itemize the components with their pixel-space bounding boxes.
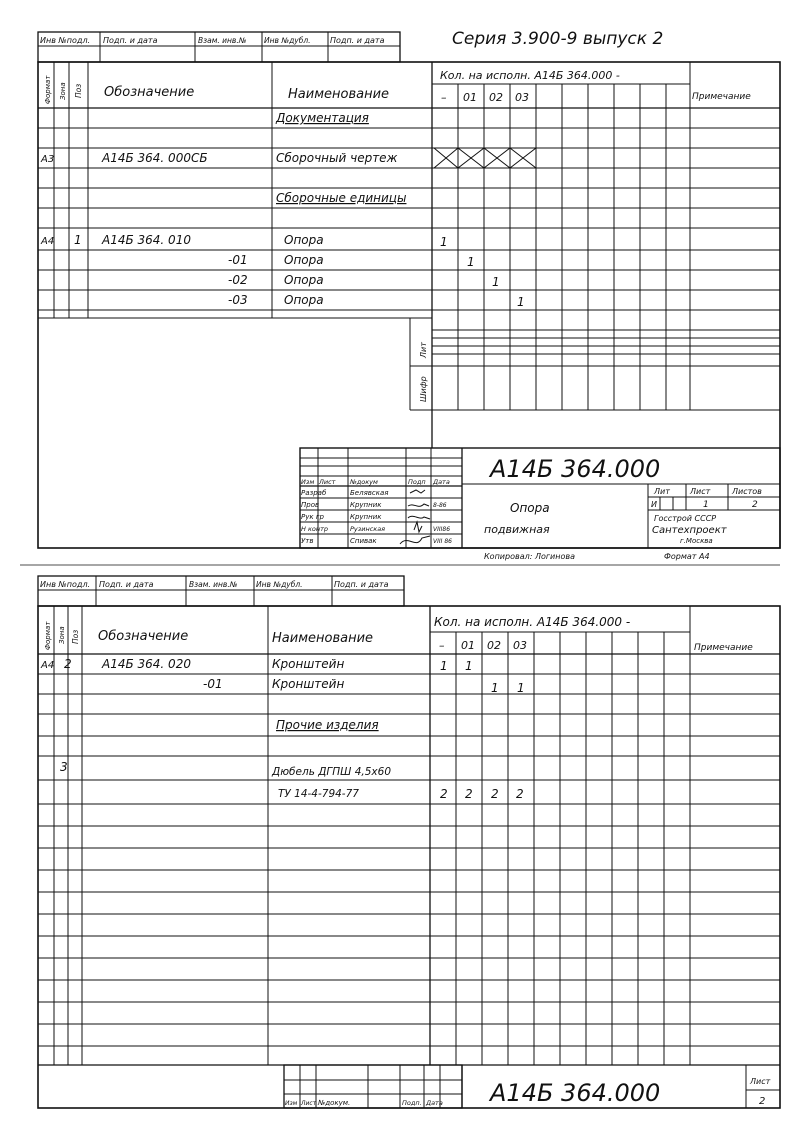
sheet-1	[38, 29, 780, 561]
hdr-col-02-2: 02	[487, 639, 501, 652]
role-utv: Утв	[301, 537, 314, 545]
hdr-kol-1: Кол. на исполн. А14Б 364.000 -	[440, 69, 620, 82]
stamp-vzam-inv: Взам. инв.№	[198, 36, 247, 45]
ndokum-hdr: №докум	[350, 478, 378, 486]
date-nkontr: VIII86	[433, 526, 451, 533]
hdr-col-dash-1: –	[441, 91, 447, 104]
row-naim: Опора	[284, 273, 324, 287]
hdr-oboznachenie-2: Обозначение	[98, 629, 189, 644]
hdr-poz-1: Поз	[74, 83, 83, 98]
stamp-podp-data: Подп. и дата	[99, 580, 154, 589]
role-nkontr: Н контр	[301, 525, 329, 533]
hdr-col-dash-2: –	[439, 639, 445, 652]
title-line2: подвижная	[484, 523, 550, 536]
hdr-naimenovanie-2: Наименование	[272, 631, 374, 646]
series-label: Серия 3.900-9 выпуск 2	[452, 29, 664, 49]
doc-number-2: А14Б 364.000	[490, 1079, 661, 1107]
name-nkontr: Рузинская	[350, 525, 386, 533]
row-qty: 2	[491, 787, 499, 801]
row-qty: 2	[440, 787, 448, 801]
stamp-vzam-inv: Взам. инв.№	[189, 580, 238, 589]
row-qty: 1	[440, 235, 448, 249]
name-utv: Спивак	[350, 537, 377, 545]
row-format: А3	[41, 154, 55, 165]
row-naim: Опора	[284, 293, 324, 307]
list-label-2: Лист	[750, 1077, 771, 1086]
stamp-inv-podl: Инв №подл.	[40, 36, 91, 45]
stamp-podp-data: Подп. и дата	[103, 36, 158, 45]
listov-value: 2	[752, 500, 758, 510]
row-qty: 1	[465, 659, 473, 673]
title-line1: Опора	[510, 501, 550, 515]
row-naim: Опора	[284, 253, 324, 267]
hdr-kol-2: Кол. на исполн. А14Б 364.000 -	[434, 615, 631, 629]
footer-stamp	[284, 1065, 780, 1108]
hdr-zone-2: Зона	[58, 626, 66, 644]
row-qty: 2	[516, 787, 524, 801]
row-qty: 2	[465, 787, 473, 801]
lit-label: Лит	[654, 487, 670, 496]
row-qty: 1	[491, 681, 499, 695]
sheet-2	[38, 576, 780, 1108]
cross-marks	[434, 148, 536, 168]
role-prov: Пров	[301, 501, 320, 509]
row-obozn: -03	[228, 293, 248, 307]
hdr-prim-2: Примечание	[694, 643, 753, 653]
name-prov: Крупник	[350, 501, 382, 509]
hdr-col-03-2: 03	[513, 639, 527, 652]
listov-label: Листов	[732, 487, 762, 496]
role-razrab: Разраб	[301, 489, 327, 497]
lit-value: И	[651, 500, 657, 509]
row-naim: Прочие изделия	[276, 718, 379, 732]
izm-hdr: Изм	[301, 478, 315, 486]
stamp-strip-1	[38, 32, 400, 62]
stamp-inv-dubl: Инв №дубл.	[264, 36, 311, 45]
row-format: А4	[41, 660, 55, 671]
list-value-2: 2	[759, 1096, 766, 1107]
hdr-format-2: Формат	[44, 621, 52, 650]
date-utv: VIII 86	[433, 538, 452, 545]
row-naim: Документация	[276, 111, 369, 125]
name-ruk: Крупник	[350, 513, 382, 521]
ndokum-hdr-2: №докум.	[318, 1099, 351, 1107]
row-qty: 1	[492, 275, 500, 289]
hdr-format-1: Формат	[44, 75, 52, 104]
data-hdr: Дата	[433, 478, 450, 486]
stamp-strip-2	[38, 576, 404, 606]
org-city: г.Москва	[680, 537, 713, 545]
sheet-2-rows	[40, 657, 525, 801]
title-block	[300, 448, 780, 548]
row-poz: 1	[74, 233, 82, 247]
hdr-naimenovanie-1: Наименование	[288, 87, 390, 102]
hdr-poz-2: Поз	[71, 629, 80, 644]
sheet-1-rows	[40, 111, 536, 309]
date-prov: 8-86	[433, 502, 447, 509]
list-value: 1	[703, 500, 709, 510]
row-format: А4	[41, 236, 55, 247]
copied-label: Копировал: Логинова	[484, 552, 575, 561]
hdr-zone-1: Зона	[59, 82, 67, 100]
row-poz: 2	[64, 657, 72, 671]
shifr-label: Шифр	[419, 376, 428, 402]
row-obozn: -02	[228, 273, 248, 287]
row-qty: 1	[440, 659, 448, 673]
hdr-col-01-1: 01	[463, 91, 477, 104]
name-razrab: Белявская	[350, 489, 389, 497]
role-ruk: Рук гр	[301, 513, 324, 521]
row-naim: Сборочные единицы	[276, 191, 407, 205]
podp-hdr-2: Подп.	[402, 1099, 422, 1107]
row-qty: 1	[467, 255, 475, 269]
row-qty: 1	[517, 681, 525, 695]
sheet-2-frame	[38, 606, 780, 1108]
row-obozn: А14Б 364. 020	[102, 657, 191, 671]
row-naim: Дюбель ДГПШ 4,5х60	[272, 766, 392, 778]
row-obozn: А14Б 364. 000СБ	[102, 151, 208, 165]
podp-hdr: Подп	[408, 478, 426, 486]
spec-grid-2	[38, 606, 780, 1065]
hdr-col-03-1: 03	[515, 91, 529, 104]
row-naim: Опора	[284, 233, 324, 247]
hdr-oboznachenie-1: Обозначение	[104, 85, 195, 100]
row-naim: Кронштейн	[272, 657, 345, 671]
row-naim: Сборочный чертеж	[276, 151, 398, 165]
list-hdr-2: Лист	[301, 1100, 317, 1107]
org-gosstroy: Госстрой СССР	[654, 514, 717, 523]
row-qty: 1	[517, 295, 525, 309]
format-label: Формат А4	[664, 552, 710, 561]
stamp-podp-data2: Подп. и дата	[330, 36, 385, 45]
list-label: Лист	[690, 487, 711, 496]
stamp-inv-podl: Инв №подл.	[40, 580, 91, 589]
row-obozn: А14Б 364. 010	[102, 233, 191, 247]
data-hdr-2: Дата	[426, 1099, 443, 1107]
stamp-inv-dubl: Инв №дубл.	[256, 580, 303, 589]
list-hdr: Лист	[319, 478, 336, 486]
stamp-podp-data2: Подп. и дата	[334, 580, 389, 589]
row-naim: Кронштейн	[272, 677, 345, 691]
hdr-col-01-2: 01	[461, 639, 475, 652]
hdr-col-02-1: 02	[489, 91, 503, 104]
org-santeh: Сантехпроект	[652, 525, 727, 536]
sheet-1-frame	[38, 62, 780, 548]
doc-number-1: А14Б 364.000	[490, 455, 661, 483]
litera-label: Лит	[419, 342, 428, 358]
row-naim: ТУ 14-4-794-77	[278, 788, 359, 800]
hdr-prim-1: Примечание	[692, 92, 751, 102]
izm-hdr-2: Изм	[285, 1100, 298, 1107]
row-poz: 3	[60, 760, 68, 774]
row-obozn: -01	[203, 677, 223, 691]
spec-grid-1	[38, 62, 780, 448]
row-obozn: -01	[228, 253, 248, 267]
